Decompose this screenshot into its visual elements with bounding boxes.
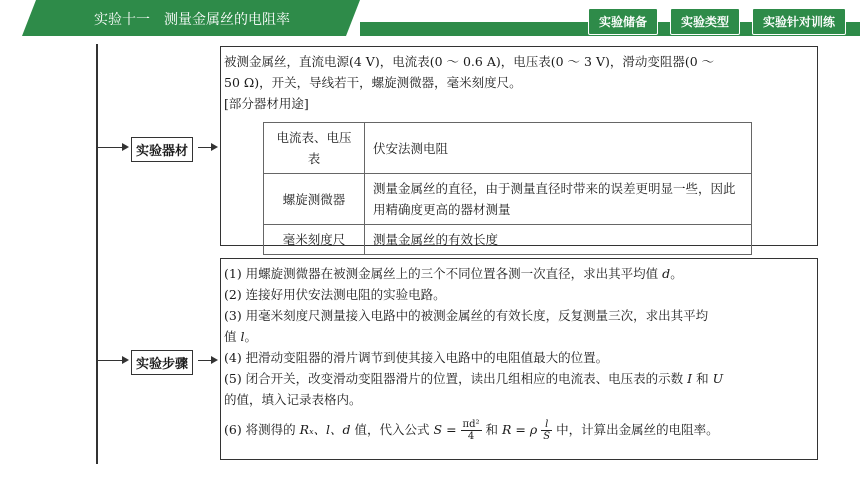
materials-label: 实验器材 xyxy=(131,137,193,162)
materials-intro-line2: 50 Ω)，开关，导线若干，螺旋测微器，毫米刻度尺。 xyxy=(224,75,522,90)
fraction-area-denominator: 4 xyxy=(467,431,475,442)
tab-experiment-training[interactable]: 实验针对训练 xyxy=(752,8,846,35)
table-cell-item: 螺旋测微器 xyxy=(264,174,365,225)
step-5-var-i: I xyxy=(687,371,693,386)
step-3-end: 。 xyxy=(244,329,258,344)
step-5-var-u: U xyxy=(712,371,724,386)
step-5-line2: 的值，填入记录表格内。 xyxy=(224,392,362,407)
table-row xyxy=(264,123,752,174)
formula-s: S xyxy=(433,422,443,437)
steps-connector-right xyxy=(198,360,212,361)
step-6 xyxy=(224,419,719,442)
materials-arrow-left xyxy=(122,143,129,151)
step-5-and: 和 xyxy=(696,371,709,386)
step-5-line1 xyxy=(224,368,723,389)
fraction-area-numerator: πd² xyxy=(462,419,480,430)
steps-label: 实验步骤 xyxy=(131,350,193,375)
step-3-line1: (3) 用毫米刻度尺测量接入电路中的被测金属丝的有效长度，反复测量三次，求出其平均 xyxy=(224,308,709,323)
formula-rho: ρ xyxy=(529,422,538,437)
steps-arrow-right xyxy=(211,356,218,364)
table-row xyxy=(264,174,752,225)
materials-arrow-right xyxy=(211,143,218,151)
materials-connector-right xyxy=(198,147,212,148)
table-cell-use: 测量金属丝的有效长度 xyxy=(365,225,752,255)
nav-tabs xyxy=(588,8,846,35)
table-cell-use: 伏安法测电阻 xyxy=(365,123,752,174)
table-cell-item: 毫米刻度尺 xyxy=(264,225,365,255)
step-3-var: l xyxy=(240,329,245,344)
step-6-post: 中，计算出金属丝的电阻率。 xyxy=(556,422,719,437)
formula-r: R xyxy=(502,422,512,437)
materials-connector-left xyxy=(96,147,124,148)
table-cell-use: 测量金属丝的直径，由于测量直径时带来的误差更明显一些，因此用精确度更高的器材测量 xyxy=(365,174,752,225)
step-1-end: 。 xyxy=(670,266,683,281)
step-4: (4) 把滑动变阻器的滑片调节到使其接入电路中的电阻值最大的位置。 xyxy=(224,350,609,365)
table-row xyxy=(264,225,752,255)
formula-eq-2: = xyxy=(515,422,526,437)
materials-use-table xyxy=(263,122,752,255)
steps-panel xyxy=(220,258,818,460)
step-6-pre: (6) 将测得的 xyxy=(224,422,296,437)
materials-intro-line1: 被测金属丝，直流电源(4 V)，电流表(0 ～ 0.6 A)，电压表(0 ～ 3 V)，滑动变阻器(0 ～ xyxy=(224,54,715,69)
step-6-and: 和 xyxy=(485,422,499,437)
fraction-resistance xyxy=(541,419,552,442)
tab-experiment-types[interactable]: 实验类型 xyxy=(670,8,740,35)
header-bar xyxy=(0,0,860,36)
step-1 xyxy=(224,263,683,284)
step-3-text: 值 xyxy=(224,329,237,344)
step-6-mid: 值，代入公式 xyxy=(354,422,430,437)
page-title: 实验十一 测量金属丝的电阻率 xyxy=(94,12,290,28)
step-6-vars: Rₓ、l、d xyxy=(299,422,351,437)
steps-arrow-left xyxy=(122,356,129,364)
flow-spine xyxy=(96,44,98,464)
tab-experiment-prep[interactable]: 实验储备 xyxy=(588,8,658,35)
steps-connector-left xyxy=(96,360,124,361)
fraction-area xyxy=(461,419,482,442)
formula-eq-1: = xyxy=(446,422,457,437)
step-5-text: (5) 闭合开关，改变滑动变阻器滑片的位置，读出几组相应的电流表、电压表的示数 xyxy=(224,371,684,386)
step-1-text: (1) 用螺旋测微器在被测金属丝上的三个不同位置各测一次直径，求出其平均值 xyxy=(224,266,659,281)
fraction-resistance-numerator: l xyxy=(541,419,552,431)
step-2: (2) 连接好用伏安法测电阻的实验电路。 xyxy=(224,287,446,302)
step-1-var: d xyxy=(662,266,671,281)
step-3-line2 xyxy=(224,326,257,347)
materials-panel xyxy=(220,46,818,246)
fraction-resistance-denominator: S xyxy=(543,431,551,442)
table-cell-item: 电流表、电压表 xyxy=(264,123,365,174)
uses-heading: [部分器材用途] xyxy=(224,96,309,111)
